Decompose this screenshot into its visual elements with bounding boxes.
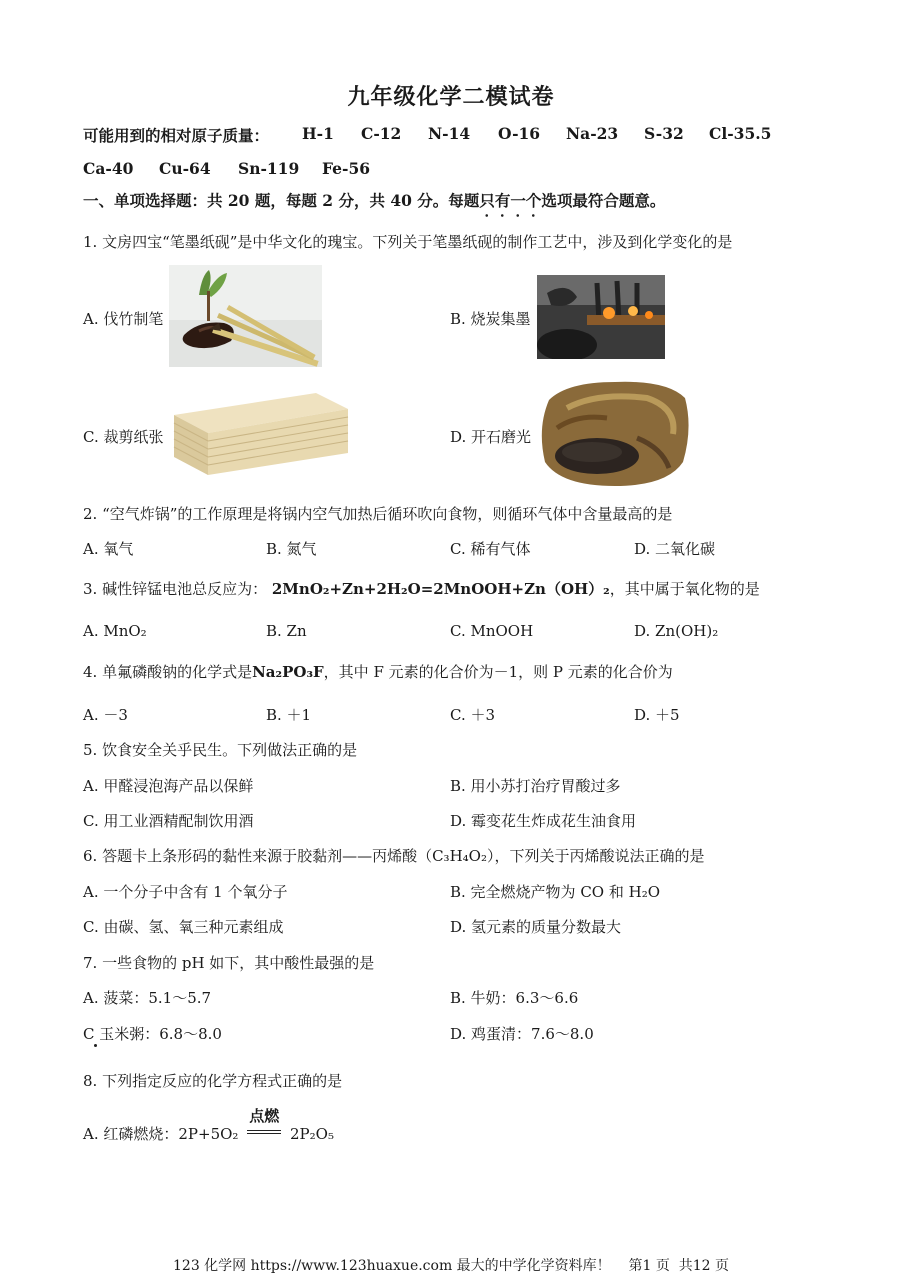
atomic-mass-item: Na-23 bbox=[566, 124, 619, 143]
paper-stack-image bbox=[168, 387, 350, 477]
reaction-condition-label: 点燃 bbox=[249, 1107, 280, 1125]
question-8-stem: 8. 下列指定反应的化学方程式正确的是 bbox=[83, 1072, 343, 1090]
q4-option-b: B. ＋1 bbox=[266, 706, 312, 724]
q4-option-a: A. －3 bbox=[83, 706, 128, 724]
q6-option-a: A. 一个分子中含有 1 个氧分子 bbox=[83, 883, 288, 901]
section-heading-text: 一、单项选择题：共 20 题，每题 2 分，共 40 分。每题 bbox=[83, 191, 480, 210]
q7-option-c: C 玉米粥：6.8～8.0 bbox=[83, 1025, 222, 1043]
atomic-mass-item: Cu-64 bbox=[159, 159, 211, 178]
q3-option-b: B. Zn bbox=[266, 622, 307, 640]
q4-option-d: D. ＋5 bbox=[634, 706, 680, 724]
q8-option-a-left: A. 红磷燃烧：2P+5O₂ bbox=[83, 1125, 239, 1143]
q4-stem-prefix: 4. 单氟磷酸钠的化学式是 bbox=[83, 663, 253, 681]
q7-option-a: A. 菠菜：5.1～5.7 bbox=[83, 989, 212, 1007]
q1-option-c: C. 裁剪纸张 bbox=[83, 428, 164, 446]
q8-option-a bbox=[83, 1107, 334, 1144]
atomic-mass-item: O-16 bbox=[498, 124, 541, 143]
q5-option-a: A. 甲醛浸泡海产品以保鲜 bbox=[83, 777, 254, 795]
question-1-stem: 1. 文房四宝“笔墨纸砚”是中华文化的瑰宝。下列关于笔墨纸砚的制作工艺中，涉及到化学变化的是 bbox=[83, 233, 733, 251]
question-4-stem bbox=[83, 661, 673, 682]
section-heading-tail: 选项最符合题意。 bbox=[541, 191, 666, 210]
atomic-mass-label: 可能用到的相对原子质量： bbox=[83, 126, 270, 145]
atomic-mass-item: Cl-35.5 bbox=[709, 124, 772, 143]
q1-option-b: B. 烧炭集墨 bbox=[450, 310, 531, 328]
q2-option-a: A. 氧气 bbox=[83, 540, 134, 558]
section-heading bbox=[83, 189, 665, 211]
q4-option-c: C. ＋3 bbox=[450, 706, 496, 724]
q1-option-d: D. 开石磨光 bbox=[450, 428, 532, 446]
atomic-mass-item: Fe-56 bbox=[322, 159, 371, 178]
q5-option-b: B. 用小苏打治疗胃酸过多 bbox=[450, 777, 621, 795]
question-2-stem: 2. “空气炸锅”的工作原理是将锅内空气加热后循环吹向食物，则循环气体中含量最高的是 bbox=[83, 505, 673, 523]
q3-option-c: C. MnOOH bbox=[450, 622, 534, 640]
question-6-stem: 6. 答题卡上条形码的黏性来源于胶黏剂——丙烯酸（C₃H₄O₂），下列关于丙烯酸说法正确的是 bbox=[83, 847, 705, 865]
page-footer: 123 化学网 https://www.123huaxue.com 最大的中学化学资料库！ 第1 页 共12 页 bbox=[173, 1258, 729, 1274]
q4-formula: Na₂PO₃F bbox=[252, 663, 324, 681]
q6-option-c: C. 由碳、氢、氧三种元素组成 bbox=[83, 918, 284, 936]
q7-option-d: D. 鸡蛋清：7.6～8.0 bbox=[450, 1025, 594, 1043]
ink-making-image bbox=[537, 275, 665, 359]
atomic-mass-item: N-14 bbox=[428, 124, 471, 143]
q2-option-b: B. 氮气 bbox=[266, 540, 317, 558]
inkstone-image bbox=[537, 378, 693, 490]
q5-option-c: C. 用工业酒精配制饮用酒 bbox=[83, 812, 254, 830]
q3-option-a: A. MnO₂ bbox=[83, 622, 147, 640]
section-heading-emphasis: 只有一个 bbox=[479, 191, 542, 210]
q6-option-d: D. 氢元素的质量分数最大 bbox=[450, 918, 622, 936]
question-3-stem bbox=[83, 578, 760, 599]
brush-image bbox=[169, 265, 322, 367]
q3-option-d: D. Zn(OH)₂ bbox=[634, 622, 719, 640]
q3-stem-prefix: 3. 碱性锌锰电池总反应为： bbox=[83, 580, 268, 598]
reaction-condition-arrow bbox=[245, 1107, 283, 1142]
q7-option-b: B. 牛奶：6.3～6.6 bbox=[450, 989, 579, 1007]
q3-reaction-formula: 2MnO₂+Zn+2H₂O=2MnOOH+Zn（OH）₂ bbox=[271, 580, 610, 598]
question-7-stem: 7. 一些食物的 pH 如下，其中酸性最强的是 bbox=[83, 954, 375, 972]
stray-dot bbox=[94, 1044, 97, 1047]
q5-option-d: D. 霉变花生炸成花生油食用 bbox=[450, 812, 637, 830]
q3-stem-suffix: ，其中属于氧化物的是 bbox=[609, 580, 760, 598]
q2-option-c: C. 稀有气体 bbox=[450, 540, 531, 558]
q2-option-d: D. 二氧化碳 bbox=[634, 540, 716, 558]
atomic-mass-item: Ca-40 bbox=[83, 159, 134, 178]
atomic-mass-item: Sn-119 bbox=[238, 159, 300, 178]
q4-stem-suffix: ，其中 F 元素的化合价为－1，则 P 元素的化合价为 bbox=[323, 663, 673, 681]
question-5-stem: 5. 饮食安全关乎民生。下列做法正确的是 bbox=[83, 741, 358, 759]
atomic-mass-item: H-1 bbox=[302, 124, 334, 143]
q6-option-b: B. 完全燃烧产物为 CO 和 H₂O bbox=[450, 883, 661, 901]
atomic-mass-item: S-32 bbox=[644, 124, 684, 143]
page-title: 九年级化学二模试卷 bbox=[347, 84, 555, 110]
atomic-mass-item: C-12 bbox=[361, 124, 402, 143]
q1-option-a: A. 伐竹制笔 bbox=[83, 310, 164, 328]
q8-option-a-right: 2P₂O₅ bbox=[290, 1125, 334, 1143]
